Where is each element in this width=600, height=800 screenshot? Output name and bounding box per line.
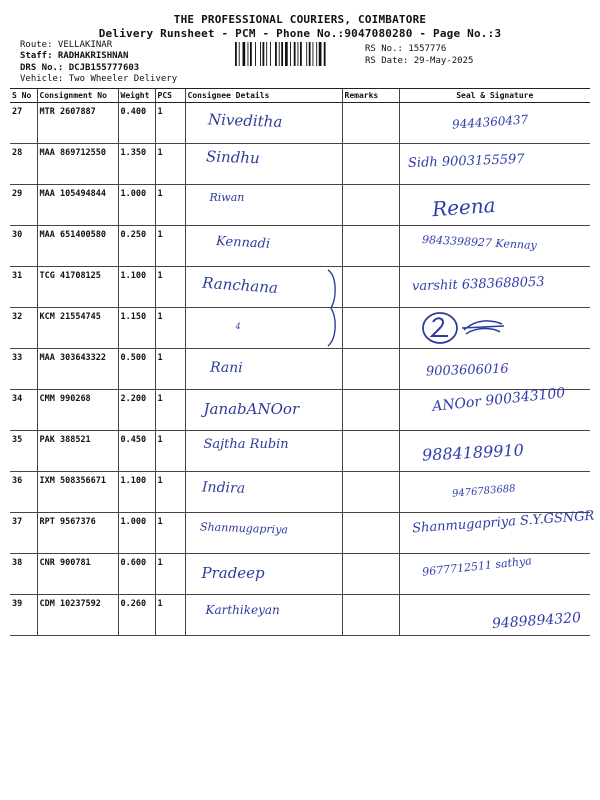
col-sno: S No	[10, 89, 37, 103]
consignee-name	[185, 103, 342, 144]
consignee-handwriting: Karthikeyan	[205, 603, 280, 617]
signature-cell	[399, 308, 590, 349]
col-signature: Seal & Signature	[399, 89, 590, 103]
table-row	[10, 226, 590, 267]
consignee-name	[185, 595, 342, 636]
signature-cell	[399, 554, 590, 595]
signature-handwriting: 9884189910	[421, 440, 524, 465]
consignee-handwriting: Indira	[201, 479, 245, 497]
pcs-value: 1	[155, 472, 185, 513]
pcs-value: 1	[155, 513, 185, 554]
signature-cell	[399, 267, 590, 308]
signature-handwriting: Shanmugapriya S.Y.GSNGR	[411, 508, 595, 537]
weight-value: 0.450	[118, 431, 155, 472]
pcs-value: 1	[155, 226, 185, 267]
serial-number: 28	[10, 144, 37, 185]
weight-value: 1.350	[118, 144, 155, 185]
signature-cell	[399, 595, 590, 636]
table-row	[10, 431, 590, 472]
col-weight: Weight	[118, 89, 155, 103]
consignment-number: PAK 388521	[37, 431, 118, 472]
table-row	[10, 513, 590, 554]
pcs-value: 1	[155, 349, 185, 390]
consignee-name	[185, 185, 342, 226]
vehicle-label: Vehicle: Two Wheeler Delivery	[20, 74, 178, 84]
barcode-icon	[235, 42, 355, 66]
signature-cell	[399, 103, 590, 144]
weight-value: 2.200	[118, 390, 155, 431]
consignment-number: MTR 2607887	[37, 103, 118, 144]
signature-cell	[399, 385, 590, 431]
pcs-value: 1	[155, 554, 185, 595]
consignee-handwriting: Niveditha	[207, 110, 283, 131]
serial-number: 34	[10, 390, 37, 431]
pcs-value: 1	[155, 144, 185, 185]
rs-date: RS Date: 29-May-2025	[365, 56, 474, 66]
serial-number: 39	[10, 595, 37, 636]
consignee-handwriting: Riwan	[209, 191, 245, 204]
consignee-name	[185, 390, 342, 431]
signature-handwriting: varshit 6383688053	[411, 274, 545, 295]
signature-handwriting: 9843398927 Kennay	[421, 233, 537, 252]
consignee-name	[185, 349, 342, 390]
consignee-handwriting: Sajtha Rubin	[203, 437, 289, 452]
weight-value: 1.100	[118, 267, 155, 308]
pcs-value: 1	[155, 390, 185, 431]
pcs-value: 1	[155, 595, 185, 636]
signature-cell	[399, 144, 590, 185]
signature-handwriting: 9003606016	[425, 361, 509, 380]
pcs-value: 1	[155, 185, 185, 226]
weight-value: 1.150	[118, 308, 155, 349]
table-row	[10, 349, 590, 390]
col-consignee: Consignee Details	[185, 89, 342, 103]
consignee-name	[185, 431, 342, 472]
table-row	[10, 144, 590, 185]
consignment-number: TCG 41708125	[37, 267, 118, 308]
consignee-handwriting: JanabANOor	[203, 400, 300, 418]
consignment-number: MAA 105494844	[37, 185, 118, 226]
consignee-handwriting: 4	[235, 322, 241, 331]
table-row	[10, 554, 590, 595]
staff-label: Staff: RADHAKRISHNAN	[20, 51, 129, 61]
table-row	[10, 308, 590, 349]
pcs-value: 1	[155, 431, 185, 472]
runsheet-table	[10, 88, 595, 636]
serial-number: 30	[10, 226, 37, 267]
serial-number: 32	[10, 308, 37, 349]
consignment-number: CMM 990268	[37, 390, 118, 431]
signature-handwriting: 9677712511 sathya	[421, 554, 532, 579]
consignee-handwriting: Sindhu	[205, 147, 260, 168]
weight-value: 0.250	[118, 226, 155, 267]
signature-scribble-icon	[402, 308, 592, 348]
signature-handwriting: ANOor 900343100	[431, 385, 566, 415]
consignee-handwriting: Pradeep	[201, 564, 265, 582]
serial-number: 27	[10, 103, 37, 144]
consignment-number: KCM 21554745	[37, 308, 118, 349]
pcs-value: 1	[155, 267, 185, 308]
weight-value: 0.260	[118, 595, 155, 636]
consignment-number: MAA 303643322	[37, 349, 118, 390]
weight-value: 1.000	[118, 513, 155, 554]
signature-handwriting: 9476783688	[451, 483, 516, 500]
consignee-name	[185, 144, 342, 185]
weight-value: 0.500	[118, 349, 155, 390]
consignee-handwriting: Shanmugapriya	[199, 520, 288, 537]
signature-cell	[399, 472, 590, 513]
table-row	[10, 185, 590, 226]
serial-number: 36	[10, 472, 37, 513]
signature-handwriting: Sidh 9003155597	[407, 151, 525, 172]
runsheet-subtitle: Delivery Runsheet - PCM - Phone No.:9047080280 - Page No.:3	[98, 27, 502, 40]
table-row	[10, 472, 590, 513]
col-consignment: Consignment No	[37, 89, 118, 103]
serial-number: 35	[10, 431, 37, 472]
signature-handwriting: 9489894320	[491, 609, 582, 633]
col-remarks: Remarks	[342, 89, 399, 103]
handwritten-bracket-icon	[323, 268, 343, 348]
consignment-number: MAA 869712550	[37, 144, 118, 185]
signature-cell	[399, 185, 590, 226]
drs-label: DRS No.: DCJB155777603	[20, 63, 140, 73]
consignee-name	[185, 554, 342, 595]
consignee-name	[185, 308, 342, 349]
consignee-name	[185, 513, 342, 554]
pcs-value: 1	[155, 103, 185, 144]
serial-number: 33	[10, 349, 37, 390]
signature-handwriting: 9444360437	[451, 112, 529, 132]
serial-number: 29	[10, 185, 37, 226]
route-label: Route: VELLAKINAR	[20, 40, 113, 50]
serial-number: 37	[10, 513, 37, 554]
weight-value: 1.000	[118, 185, 155, 226]
consignee-name	[185, 267, 342, 308]
weight-value: 1.100	[118, 472, 155, 513]
company-title: THE PROFESSIONAL COURIERS, COIMBATORE	[173, 13, 427, 26]
table-row	[10, 267, 590, 308]
serial-number: 31	[10, 267, 37, 308]
consignee-handwriting: Rani	[209, 359, 243, 377]
weight-value: 0.400	[118, 103, 155, 144]
consignment-number: IXM 508356671	[37, 472, 118, 513]
pcs-value: 1	[155, 308, 185, 349]
weight-value: 0.600	[118, 554, 155, 595]
consignee-handwriting: Kennadi	[215, 234, 270, 252]
serial-number: 38	[10, 554, 37, 595]
table-row	[10, 595, 590, 636]
consignment-number: CDM 10237592	[37, 595, 118, 636]
rs-number: RS No.: 1557776	[365, 44, 447, 54]
consignee-name	[185, 472, 342, 513]
table-row	[10, 390, 590, 431]
consignment-number: RPT 9567376	[37, 513, 118, 554]
col-pcs: PCS	[155, 89, 185, 103]
consignment-number: CNR 900781	[37, 554, 118, 595]
table-header-row	[10, 89, 590, 103]
signature-cell	[399, 349, 590, 390]
signature-handwriting: Reena	[430, 192, 496, 222]
table-row	[10, 103, 590, 144]
consignee-handwriting: Ranchana	[201, 273, 278, 297]
consignment-number: MAA 651400580	[37, 226, 118, 267]
signature-cell	[399, 431, 590, 472]
signature-cell	[399, 508, 595, 554]
signature-cell	[399, 226, 590, 267]
consignee-name	[185, 226, 342, 267]
